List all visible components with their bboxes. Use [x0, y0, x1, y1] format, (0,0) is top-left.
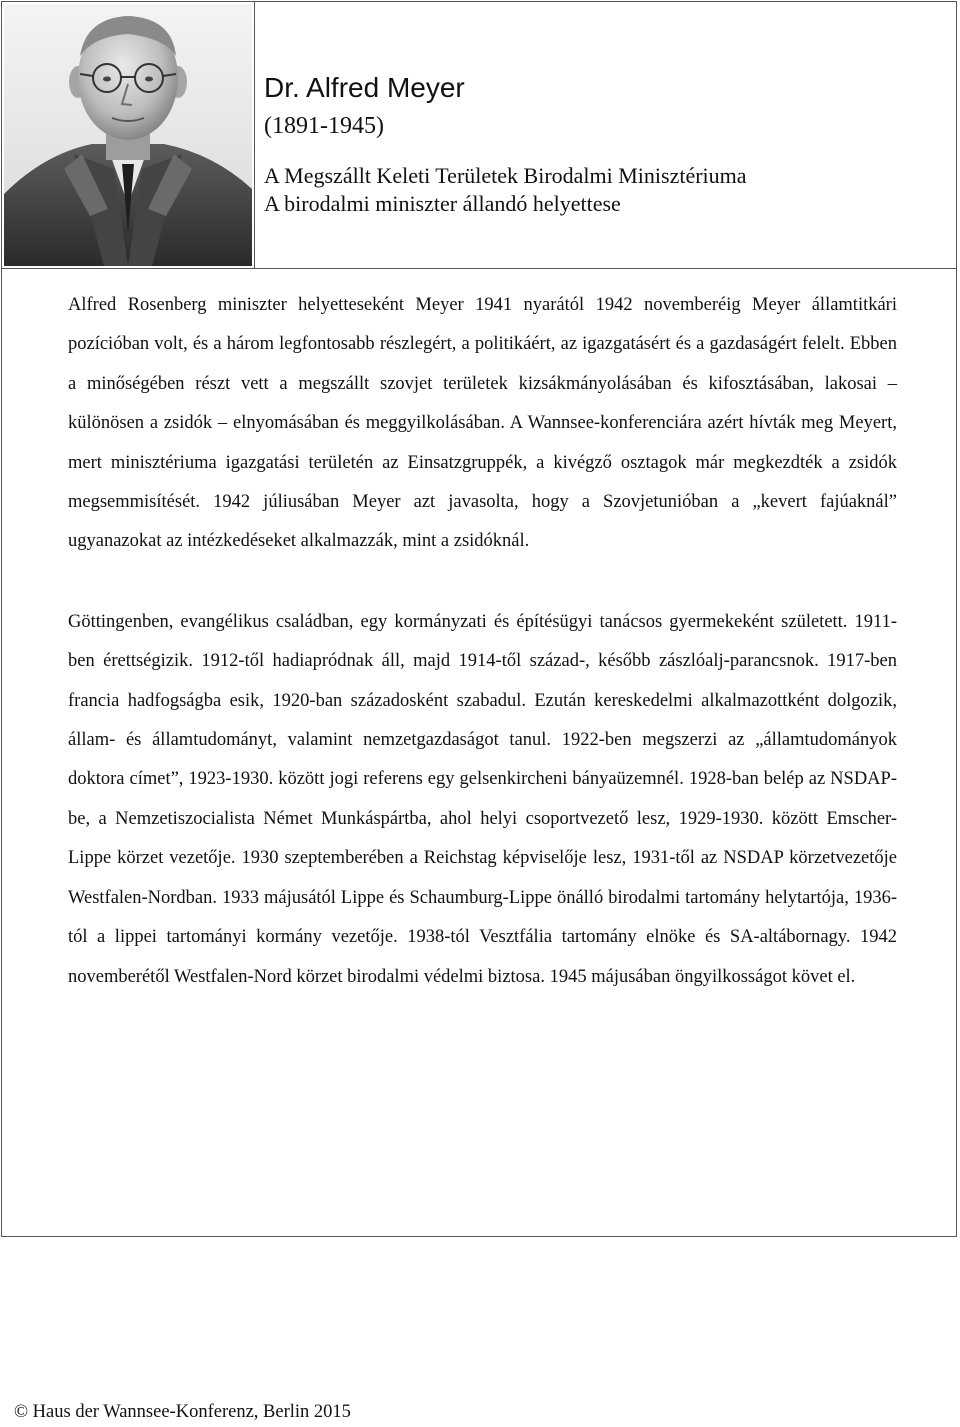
life-years: (1891-1945): [264, 113, 384, 139]
biography-paragraph-2: Göttingenben, evangélikus családban, egy kormányzati és építésügyi tanácsos gyermekeként született. 1911-ben érettségizik. 1912-től hadiapródnak áll, majd 1914-től század-, később zászlóalj-parancsnok. 1917-ben francia hadfogságba esik, 1920-ban századosként szabadul. Ezután kereskedelmi alkalmazottként dolgozik, állam- és államtudományt, valamint nemzetgazdaságot tanul. 1922-ben megszerzi az „államtudományok doktora címet”, 1923-1930. között jogi referens egy gelsenkircheni bányaüzemnél. 1928-ban belép az NSDAP-be, a Nemzetiszocialista Német Munkáspártba, ahol helyi csoportvezető lesz, 1929-1930. között Emscher-Lippe körzet vezetője. 1930 szeptemberében a Reichstag képviselője lesz, 1931-től az NSDAP körzetvezetője Westfalen-Nordban. 1933 májusától Lippe és Schaumburg-Lippe önálló birodalmi tartomány helytartója, 1936-tól a lippei tartományi kormány vezetője. 1938-tól Vesztfália tartomány elnöke és SA-altábornagy. 1942 novemberétől Westfalen-Nord körzet birodalmi védelmi biztosa. 1945 májusában öngyilkosságot követ el.: [68, 611, 897, 987]
header-text-block: [264, 72, 944, 218]
ministry-title: A Megszállt Keleti Területek Birodalmi Minisztériuma: [264, 163, 747, 188]
biography-paragraph-1: Alfred Rosenberg miniszter helyetteseként Meyer 1941 nyarától 1942 novemberéig Meyer államtitkári pozícióban volt, és a három legfontosabb részlegért, a politikáért, az igazgatásért és a gazdaságért felelt. Ebben a minőségében részt vett a megszállt szovjet területek kizsákmányolásában és kifosztásában, lakosai – különösen a zsidók – elnyomásában és meggyilkolásában. A Wannsee-konferenciára azért hívták meg Meyert, mert minisztériuma igazgatási területén az Einsatzgruppék, a kivégző osztagok már megkezdték a zsidók megsemmisítését. 1942 júliusában Meyer azt javasolta, hogy a Szovjetunióban a „kevert fajúaknál” ugyanazokat az intézkedéseket alkalmazzák, mint a zsidóknál.: [68, 295, 897, 552]
role-title: A birodalmi miniszter állandó helyettese: [264, 191, 621, 216]
header-horizontal-divider: [2, 268, 956, 269]
header-vertical-divider: [254, 2, 255, 268]
person-name: Dr. Alfred Meyer: [264, 72, 465, 103]
document-frame: [1, 1, 957, 1237]
portrait-photo: [4, 4, 252, 266]
portrait-image: [4, 4, 252, 266]
copyright-footer: © Haus der Wannsee-Konferenz, Berlin 2015: [14, 1402, 351, 1422]
biography-body: [68, 286, 897, 997]
